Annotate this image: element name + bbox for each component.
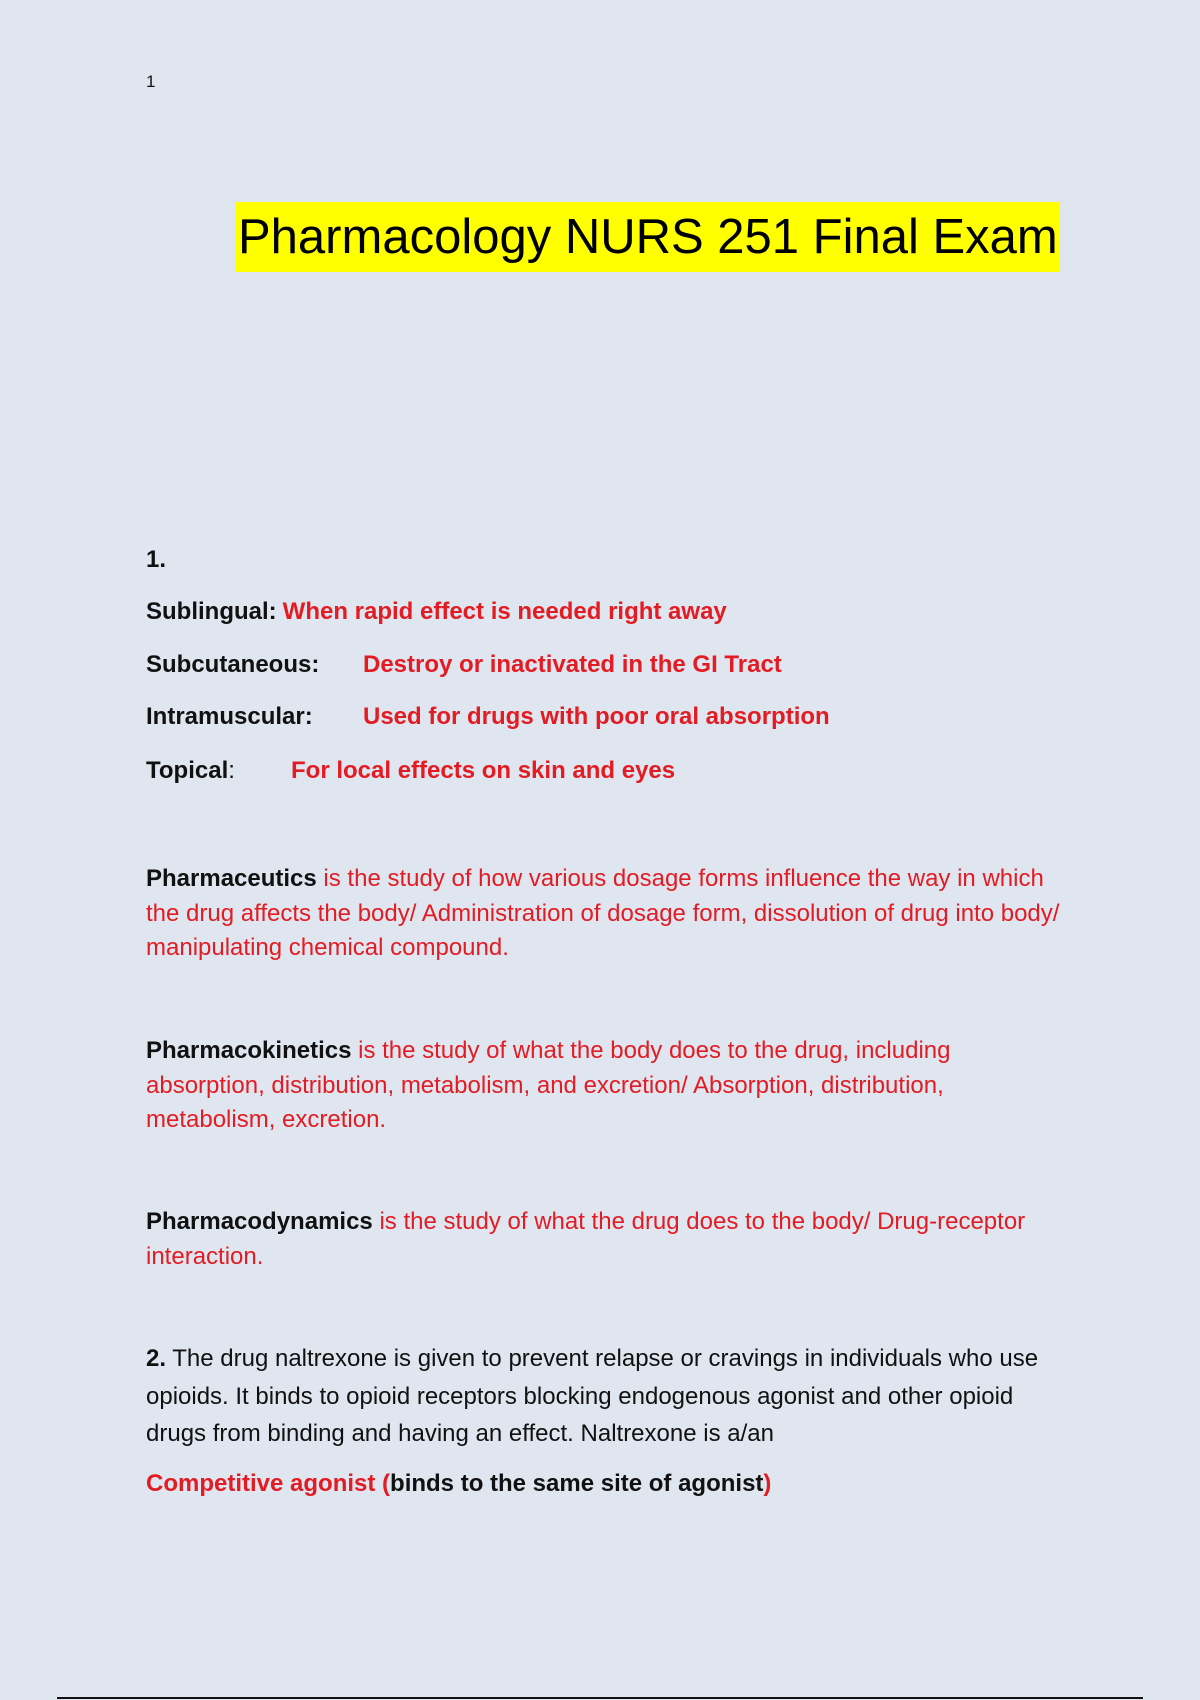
route-label: Subcutaneous: [146, 651, 320, 678]
paren-close: ) [763, 1470, 772, 1497]
question-2-text: The drug naltrexone is given to prevent relapse or cravings in individuals who use opioids. It binds to opioid receptors blocking endogenous agonist and other opioid drugs from binding and having an effect. Naltrexone is a/an [146, 1345, 1039, 1447]
route-answer: For local effects on skin and eyes [291, 757, 676, 784]
definition-term: Pharmacokinetics [146, 1037, 352, 1064]
route-label: Sublingual: [146, 598, 277, 625]
route-sublingual [146, 598, 727, 626]
answer-explanation: binds to the same site of agonist [390, 1470, 764, 1497]
route-answer: Used for drugs with poor oral absorption [363, 703, 830, 730]
answer-text: Competitive agonist [146, 1470, 376, 1497]
page-number: 1 [146, 72, 156, 91]
definition-pharmaceutics [146, 862, 1066, 966]
definition-text: is the study of what the drug does to the body/ Drug-receptor interaction. [146, 1208, 1026, 1270]
question-2-answer [146, 1470, 771, 1498]
definition-pharmacokinetics [146, 1034, 1066, 1138]
paren-open: ( [375, 1470, 391, 1497]
route-label: Topical: [146, 757, 235, 784]
definition-text: is the study of how various dosage forms influence the way in which the drug affects the body/ Administration of dosage form, dissolution of drug into body/ manipulating chemical compound. [146, 865, 1060, 961]
route-intramuscular [146, 703, 830, 731]
definition-term: Pharmacodynamics [146, 1208, 373, 1235]
route-subcutaneous [146, 651, 782, 679]
definition-pharmacodynamics [146, 1205, 1066, 1274]
question-2-number: 2. [146, 1345, 167, 1372]
route-label: Intramuscular: [146, 703, 313, 730]
definition-term: Pharmaceutics [146, 865, 317, 892]
definition-text: is the study of what the body does to the drug, including absorption, distribution, metabolism, and excretion/ Absorption, distribution, metabolism, excretion. [146, 1037, 951, 1133]
route-answer: When rapid effect is needed right away [282, 598, 727, 625]
footer-divider [57, 1697, 1143, 1699]
question-2 [146, 1340, 1066, 1453]
page-title: Pharmacology NURS 251 Final Exam [236, 202, 1060, 272]
route-answer: Destroy or inactivated in the GI Tract [363, 651, 782, 678]
question-1-number: 1. [146, 546, 167, 573]
route-topical [146, 757, 676, 785]
